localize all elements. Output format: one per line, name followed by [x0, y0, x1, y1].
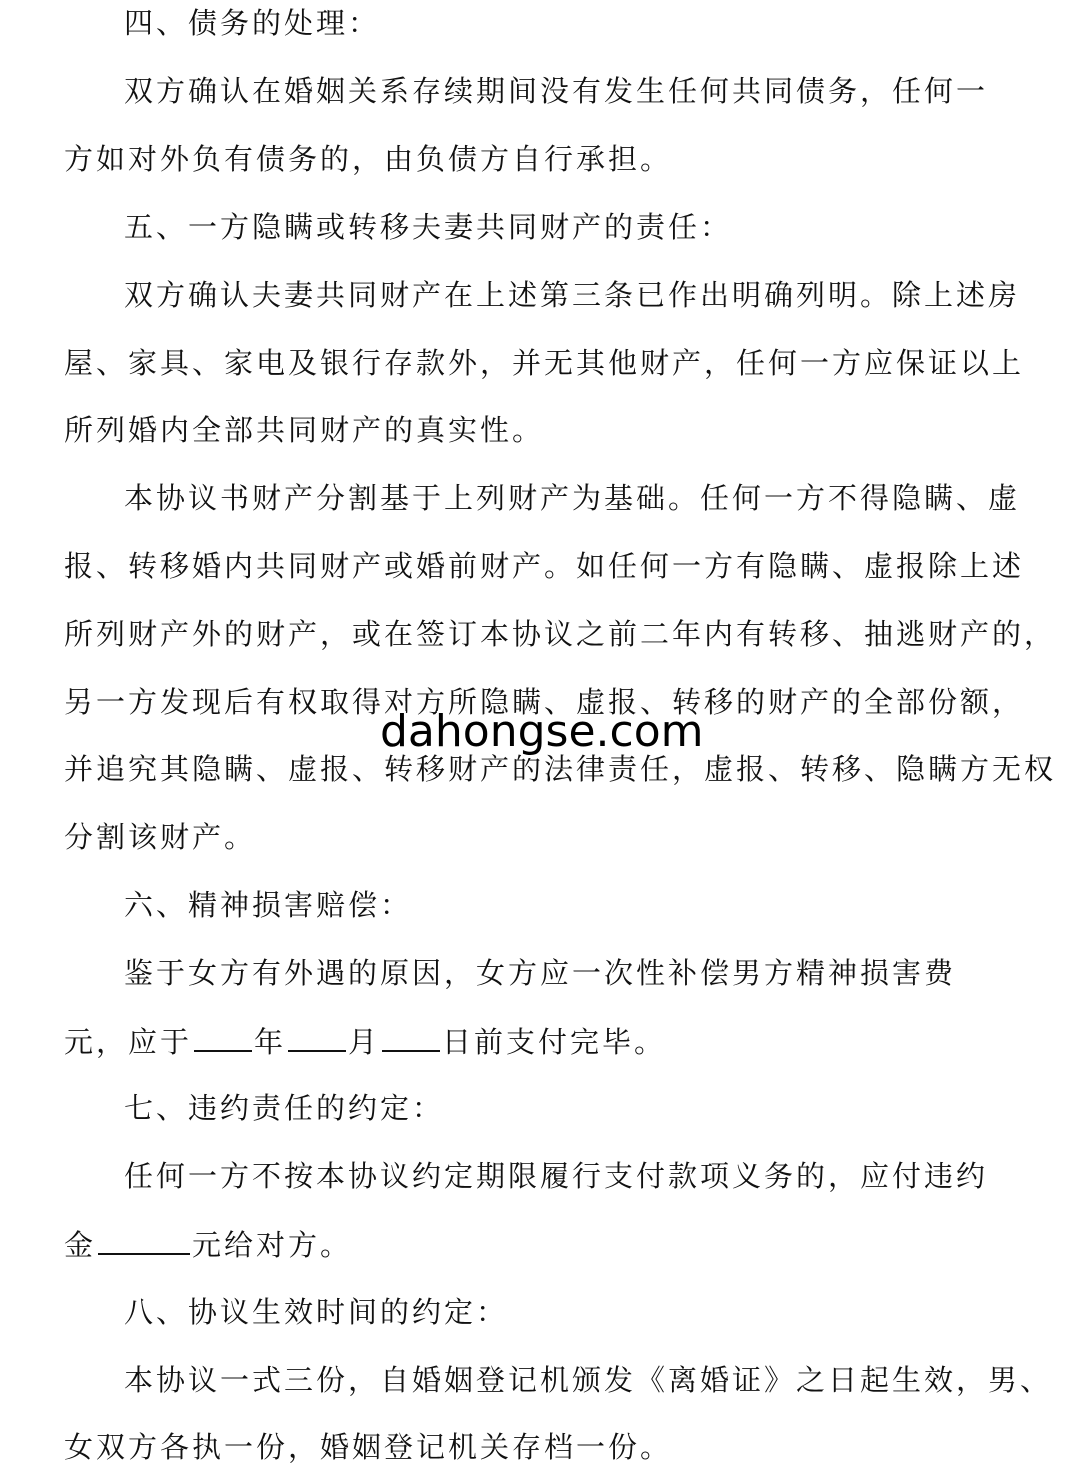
section-4-text-line: 方如对外负有债务的，由负债方自行承担。	[64, 142, 673, 176]
fill-in-blank	[194, 1024, 252, 1052]
text-fragment: 月	[348, 1025, 381, 1059]
section-6-text-line: 鉴于女方有外遇的原因，女方应一次性补偿男方精神损害费	[124, 956, 957, 990]
section-5-text-line: 双方确认夫妻共同财产在上述第三条已作出明确列明。除上述房	[124, 278, 1021, 312]
section-4-heading: 四、债务的处理：	[124, 6, 381, 40]
section-5-text-line: 另一方发现后有权取得对方所隐瞒、虚报、转移的财产的全部份额，	[64, 685, 1025, 719]
text-fragment: 元给对方。	[192, 1228, 353, 1262]
text-fragment: 金	[64, 1228, 97, 1262]
text-fragment: 日前支付完毕。	[442, 1025, 667, 1059]
watermark-text: dahongse.com	[380, 706, 704, 757]
section-8-text-line: 女双方各执一份，婚姻登记机关存档一份。	[64, 1430, 673, 1464]
section-6-heading: 六、精神损害赔偿：	[124, 888, 413, 922]
section-6-text-line	[64, 1024, 666, 1059]
fill-in-blank	[382, 1024, 440, 1052]
section-5-text-line: 并追究其隐瞒、虚报、转移财产的法律责任，虚报、转移、隐瞒方无权	[64, 752, 1057, 786]
fill-in-blank	[98, 1227, 190, 1255]
section-5-text-line: 所列婚内全部共同财产的真实性。	[64, 413, 545, 447]
text-fragment: 元，应于	[64, 1025, 193, 1059]
text-fragment: 年	[254, 1025, 287, 1059]
fill-in-blank	[288, 1024, 346, 1052]
section-8-text-line: 本协议一式三份，自婚姻登记机颁发《离婚证》之日起生效，男、	[124, 1363, 1053, 1397]
section-7-text-line: 任何一方不按本协议约定期限履行支付款项义务的，应付违约	[124, 1159, 989, 1193]
section-5-text-line: 分割该财产。	[64, 820, 257, 854]
section-5-heading: 五、一方隐瞒或转移夫妻共同财产的责任：	[124, 210, 733, 244]
section-8-heading: 八、协议生效时间的约定：	[124, 1295, 509, 1329]
section-5-text-line: 本协议书财产分割基于上列财产为基础。任何一方不得隐瞒、虚	[124, 481, 1021, 515]
section-5-text-line: 屋、家具、家电及银行存款外，并无其他财产，任何一方应保证以上	[64, 346, 1025, 380]
section-7-text-line	[64, 1227, 352, 1262]
section-7-heading: 七、违约责任的约定：	[124, 1091, 445, 1125]
section-4-text-line: 双方确认在婚姻关系存续期间没有发生任何共同债务，任何一	[124, 74, 989, 108]
section-5-text-line: 报、转移婚内共同财产或婚前财产。如任何一方有隐瞒、虚报除上述	[64, 549, 1025, 583]
section-5-text-line: 所列财产外的财产，或在签订本协议之前二年内有转移、抽逃财产的，	[64, 617, 1057, 651]
